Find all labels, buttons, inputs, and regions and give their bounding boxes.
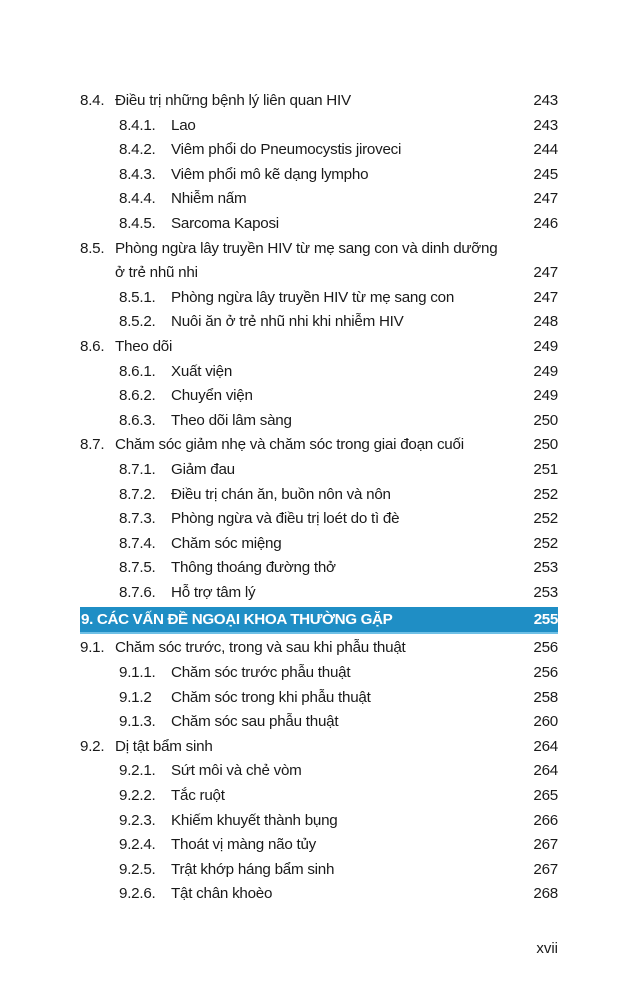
toc-entry — [80, 360, 558, 385]
toc-entry-number: 8.7.3. — [119, 510, 156, 528]
toc-entry — [80, 661, 558, 686]
toc-entry-title: Lao — [171, 116, 196, 134]
toc-entry-number: 9.2.3. — [119, 811, 156, 829]
toc-entry — [80, 409, 558, 434]
toc-entry-title: Chăm sóc trước, trong và sau khi phẫu thuật — [115, 639, 406, 657]
toc-entry-title: Chăm sóc trong khi phẫu thuật — [171, 688, 371, 706]
toc-entry-number: 8.4.2. — [119, 141, 156, 159]
toc-entry-page: 253 — [533, 583, 558, 601]
toc-entry — [80, 458, 558, 483]
toc-entry-title: Điều trị những bệnh lý liên quan HIV — [115, 92, 351, 109]
toc-entry-number: 9.2.2. — [119, 787, 156, 805]
toc-entry-title: Tật chân khoèo — [171, 885, 273, 903]
chapter-heading — [80, 607, 558, 632]
toc-entry-number: 8.6. — [80, 337, 105, 355]
toc-entry-title: Sarcoma Kaposi — [171, 214, 279, 232]
chapter-title: 9. CÁC VẤN ĐỀ NGOẠI KHOA THƯỜNG GẶP — [81, 611, 393, 629]
toc-entry-title: ở trẻ nhũ nhi — [115, 264, 198, 282]
toc-entry — [80, 212, 558, 237]
toc-entry-title: Chuyển viện — [171, 387, 253, 405]
toc-entry-number: 8.6.2. — [119, 387, 156, 405]
toc-entry-page: 243 — [533, 116, 558, 134]
chapter-rule — [80, 632, 558, 634]
toc-entry-page: 250 — [533, 436, 558, 454]
toc-entry-title: Khiếm khuyết thành bụng — [171, 811, 338, 829]
toc-entry — [80, 89, 558, 114]
toc-entry-title: Thông thoáng đường thở — [171, 559, 336, 577]
table-of-contents — [80, 89, 558, 907]
toc-entry — [80, 882, 558, 907]
toc-entry-page: 267 — [533, 860, 558, 878]
toc-entry-page: 260 — [533, 713, 558, 731]
toc-entry-page: 244 — [533, 141, 558, 159]
toc-entry-title: Phòng ngừa lây truyền HIV từ mẹ sang con và dinh dưỡng — [115, 239, 498, 257]
toc-entry-number: 9.2.6. — [119, 885, 156, 903]
toc-entry — [80, 163, 558, 188]
toc-entry — [80, 187, 558, 212]
toc-entry-number: 9.2. — [80, 737, 105, 755]
toc-entry — [80, 759, 558, 784]
toc-entry-page: 249 — [533, 337, 558, 355]
toc-entry-number: 8.7. — [80, 436, 105, 454]
toc-entry — [80, 261, 558, 286]
toc-entry-page: 249 — [533, 387, 558, 405]
toc-entry-page: 252 — [533, 485, 558, 503]
toc-entry-page: 243 — [533, 92, 558, 109]
toc-entry — [80, 532, 558, 557]
toc-entry — [80, 335, 558, 360]
toc-entry-page: 248 — [533, 313, 558, 331]
toc-entry-number: 8.7.6. — [119, 583, 156, 601]
toc-entry-page: 265 — [533, 787, 558, 805]
toc-entry-number: 8.4.5. — [119, 214, 156, 232]
toc-entry-page: 246 — [533, 214, 558, 232]
toc-entry — [80, 286, 558, 311]
toc-entry-number: 9.1.1. — [119, 664, 156, 682]
toc-entry-page: 251 — [533, 460, 558, 478]
toc-entry-page: 264 — [533, 762, 558, 780]
toc-entry-page: 268 — [533, 885, 558, 903]
toc-entry-number: 8.5.1. — [119, 288, 156, 306]
toc-entry-title: Theo dõi — [115, 337, 173, 355]
toc-entry-title: Xuất viện — [171, 362, 233, 380]
toc-entry-page: 247 — [533, 288, 558, 306]
toc-entry-number: 9.2.4. — [119, 836, 156, 854]
toc-section-8 — [80, 89, 558, 605]
toc-entry-number: 8.7.2. — [119, 485, 156, 503]
toc-entry-title: Nuôi ăn ở trẻ nhũ nhi khi nhiễm HIV — [171, 313, 404, 331]
toc-entry-number: 8.5. — [80, 239, 105, 257]
toc-entry-page: 247 — [533, 190, 558, 208]
toc-entry-number: 9.1.2 — [119, 688, 152, 706]
toc-entry-number: 9.1.3. — [119, 713, 156, 731]
toc-entry-title: Tắc ruột — [171, 787, 225, 805]
toc-entry-title: Giảm đau — [171, 460, 235, 478]
toc-entry-page: 250 — [533, 411, 558, 429]
toc-entry-page: 266 — [533, 811, 558, 829]
toc-entry-title: Điều trị chán ăn, buồn nôn và nôn — [171, 485, 391, 503]
toc-entry-title: Hỗ trợ tâm lý — [171, 583, 256, 601]
page-number: xvii — [536, 940, 558, 957]
toc-entry-title: Trật khớp háng bẩm sinh — [171, 860, 335, 878]
toc-entry — [80, 310, 558, 335]
toc-entry — [80, 735, 558, 760]
toc-entry-page: 247 — [533, 264, 558, 282]
toc-entry-number: 8.4.1. — [119, 116, 156, 134]
toc-entry-number: 9.2.5. — [119, 860, 156, 878]
toc-entry — [80, 114, 558, 139]
toc-entry — [80, 636, 558, 661]
toc-entry-title: Chăm sóc giảm nhẹ và chăm sóc trong giai đoạn cuối — [115, 436, 464, 454]
toc-entry-number: 8.4.4. — [119, 190, 156, 208]
toc-entry-title: Phòng ngừa và điều trị loét do tì đè — [171, 510, 400, 528]
toc-entry-number: 8.4. — [80, 92, 105, 109]
toc-entry-number: 8.7.5. — [119, 559, 156, 577]
toc-entry — [80, 858, 558, 883]
toc-entry-page: 252 — [533, 534, 558, 552]
toc-entry-page: 258 — [533, 688, 558, 706]
toc-entry — [80, 581, 558, 606]
toc-entry — [80, 686, 558, 711]
toc-entry-title: Sứt môi và chẻ vòm — [171, 762, 302, 780]
toc-entry-page: 256 — [533, 639, 558, 657]
toc-entry — [80, 507, 558, 532]
toc-entry-title: Viêm phổi do Pneumocystis jiroveci — [171, 141, 402, 159]
toc-entry — [80, 809, 558, 834]
toc-entry-title: Thoát vị màng não tủy — [171, 836, 317, 854]
toc-entry-page: 264 — [533, 737, 558, 755]
toc-entry — [80, 237, 558, 262]
toc-entry-title: Nhiễm nấm — [171, 190, 247, 208]
toc-entry — [80, 384, 558, 409]
toc-entry-title: Chăm sóc sau phẫu thuật — [171, 713, 339, 731]
toc-entry-page: 253 — [533, 559, 558, 577]
toc-entry-number: 9.2.1. — [119, 762, 156, 780]
toc-entry-title: Viêm phổi mô kẽ dạng lympho — [171, 165, 369, 183]
toc-entry-number: 8.6.1. — [119, 362, 156, 380]
toc-entry — [80, 784, 558, 809]
chapter-page: 255 — [533, 611, 558, 629]
toc-entry-number: 8.7.1. — [119, 460, 156, 478]
toc-entry-page: 256 — [533, 664, 558, 682]
toc-entry-number: 8.6.3. — [119, 411, 156, 429]
toc-entry-title: Phòng ngừa lây truyền HIV từ mẹ sang con — [171, 288, 455, 306]
toc-entry — [80, 433, 558, 458]
toc-entry-number: 9.1. — [80, 639, 105, 657]
toc-entry-page: 252 — [533, 510, 558, 528]
toc-entry-title: Chăm sóc trước phẫu thuật — [171, 664, 351, 682]
toc-entry-page: 267 — [533, 836, 558, 854]
toc-section-9 — [80, 636, 558, 907]
toc-entry-page: 249 — [533, 362, 558, 380]
toc-entry-page: 245 — [533, 165, 558, 183]
toc-entry-number: 8.4.3. — [119, 165, 156, 183]
toc-entry — [80, 483, 558, 508]
toc-entry-number: 8.7.4. — [119, 534, 156, 552]
toc-entry — [80, 833, 558, 858]
toc-entry — [80, 138, 558, 163]
toc-entry-number: 8.5.2. — [119, 313, 156, 331]
toc-entry — [80, 710, 558, 735]
toc-entry — [80, 556, 558, 581]
toc-entry-title: Chăm sóc miệng — [171, 534, 282, 552]
toc-entry-title: Theo dõi lâm sàng — [171, 411, 292, 429]
toc-entry-title: Dị tật bẩm sinh — [115, 737, 213, 755]
